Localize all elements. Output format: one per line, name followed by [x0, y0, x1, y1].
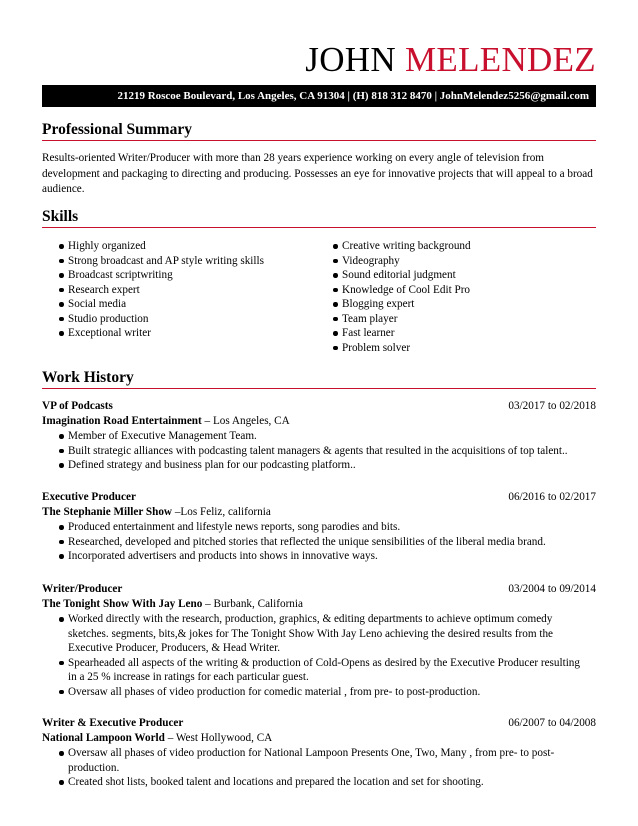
skill-item: Videography: [316, 254, 596, 269]
job-bullet: Oversaw all phases of video production for comedic material , from pre- to post-production.: [42, 685, 598, 700]
skill-item: Sound editorial judgment: [316, 268, 596, 283]
job-employer: [42, 597, 598, 612]
job-dates: 03/2017 to 02/2018: [508, 400, 596, 412]
first-name: JOHN: [305, 40, 396, 79]
last-name: MELENDEZ: [405, 40, 596, 79]
job-bullet: Built strategic alliances with podcasting talent managers & agents that resulted in the acquisitions of top talent..: [42, 444, 598, 459]
job-bullet: Produced entertainment and lifestyle news reports, song parodies and bits.: [42, 520, 598, 535]
job-employer: [42, 414, 598, 429]
candidate-name: [305, 40, 596, 80]
job-bullet: Spearheaded all aspects of the writing & production of Cold-Opens as desired by the Executive Producer resulting in a 25 % increase in ratings for each particular guest.: [42, 656, 598, 685]
company-location: – Los Angeles, CA: [201, 415, 290, 427]
skills-column-left: [42, 239, 312, 341]
job-employer: [42, 731, 598, 746]
company-name: Imagination Road Entertainment: [42, 415, 202, 427]
skill-item: Knowledge of Cool Edit Pro: [316, 283, 596, 298]
summary-text: Results-oriented Writer/Producer with more than 28 years experience working on every angle of television from development and packaging to directing and producing. Possesses an eye for innovative projects that will appeal to a broad audience.: [42, 152, 593, 195]
job-entry: [42, 582, 598, 699]
job-dates: 03/2004 to 09/2014: [508, 583, 596, 595]
skill-item: Fast learner: [316, 326, 596, 341]
job-bullet: Oversaw all phases of video production for National Lampoon Presents One, Two, Many , from pre- to post-production.: [42, 746, 598, 775]
job-bullet: Defined strategy and business plan for our podcasting platform..: [42, 458, 598, 473]
job-title: Writer & Executive Producer: [42, 717, 184, 729]
skill-item: Strong broadcast and AP style writing skills: [42, 254, 312, 269]
job-bullet: Incorporated advertisers and products into shows in innovative ways.: [42, 549, 598, 564]
job-bullet: Researched, developed and pitched stories that reflected the unique sensibilities of the liberal media brand.: [42, 535, 598, 550]
contact-bar: 21219 Roscoe Boulevard, Los Angeles, CA 91304 | (H) 818 312 8470 | JohnMelendez5256@gmail.com: [42, 85, 596, 107]
skill-item: Blogging expert: [316, 297, 596, 312]
job-entry: [42, 716, 598, 790]
section-title-skills: Skills: [42, 208, 596, 228]
job-bullet: Member of Executive Management Team.: [42, 429, 598, 444]
skill-item: Creative writing background: [316, 239, 596, 254]
skill-item: Problem solver: [316, 341, 596, 356]
job-title: Writer/Producer: [42, 583, 123, 595]
skill-item: Broadcast scriptwriting: [42, 268, 312, 283]
job-title: Executive Producer: [42, 491, 136, 503]
job-bullet: Worked directly with the research, production, graphics, & editing departments to achieve optimum comedy sketches. segments, bits,& jokes for The Tonight Show With Jay Leno achieving the desired results from the Executive Producer, Producers, & Head Writer.: [42, 612, 598, 656]
section-title-summary: Professional Summary: [42, 121, 596, 141]
skills-column-right: [316, 239, 596, 355]
job-dates: 06/2016 to 02/2017: [508, 491, 596, 503]
company-name: The Tonight Show With Jay Leno: [42, 598, 203, 610]
company-location: – Burbank, California: [202, 598, 303, 610]
job-employer: [42, 505, 598, 520]
skill-item: Highly organized: [42, 239, 312, 254]
job-entry: [42, 399, 598, 473]
company-location: –Los Feliz, california: [172, 506, 271, 518]
job-entry: [42, 490, 598, 564]
company-name: The Stephanie Miller Show: [42, 506, 173, 518]
company-location: – West Hollywood, CA: [164, 732, 273, 744]
company-name: National Lampoon World: [42, 732, 165, 744]
section-title-work-history: Work History: [42, 369, 596, 389]
skill-item: Exceptional writer: [42, 326, 312, 341]
skill-item: Social media: [42, 297, 312, 312]
job-bullet: Created shot lists, booked talent and locations and prepared the location and set for shooting.: [42, 775, 598, 790]
skill-item: Studio production: [42, 312, 312, 327]
job-dates: 06/2007 to 04/2008: [508, 717, 596, 729]
skill-item: Team player: [316, 312, 596, 327]
skill-item: Research expert: [42, 283, 312, 298]
job-title: VP of Podcasts: [42, 400, 113, 412]
